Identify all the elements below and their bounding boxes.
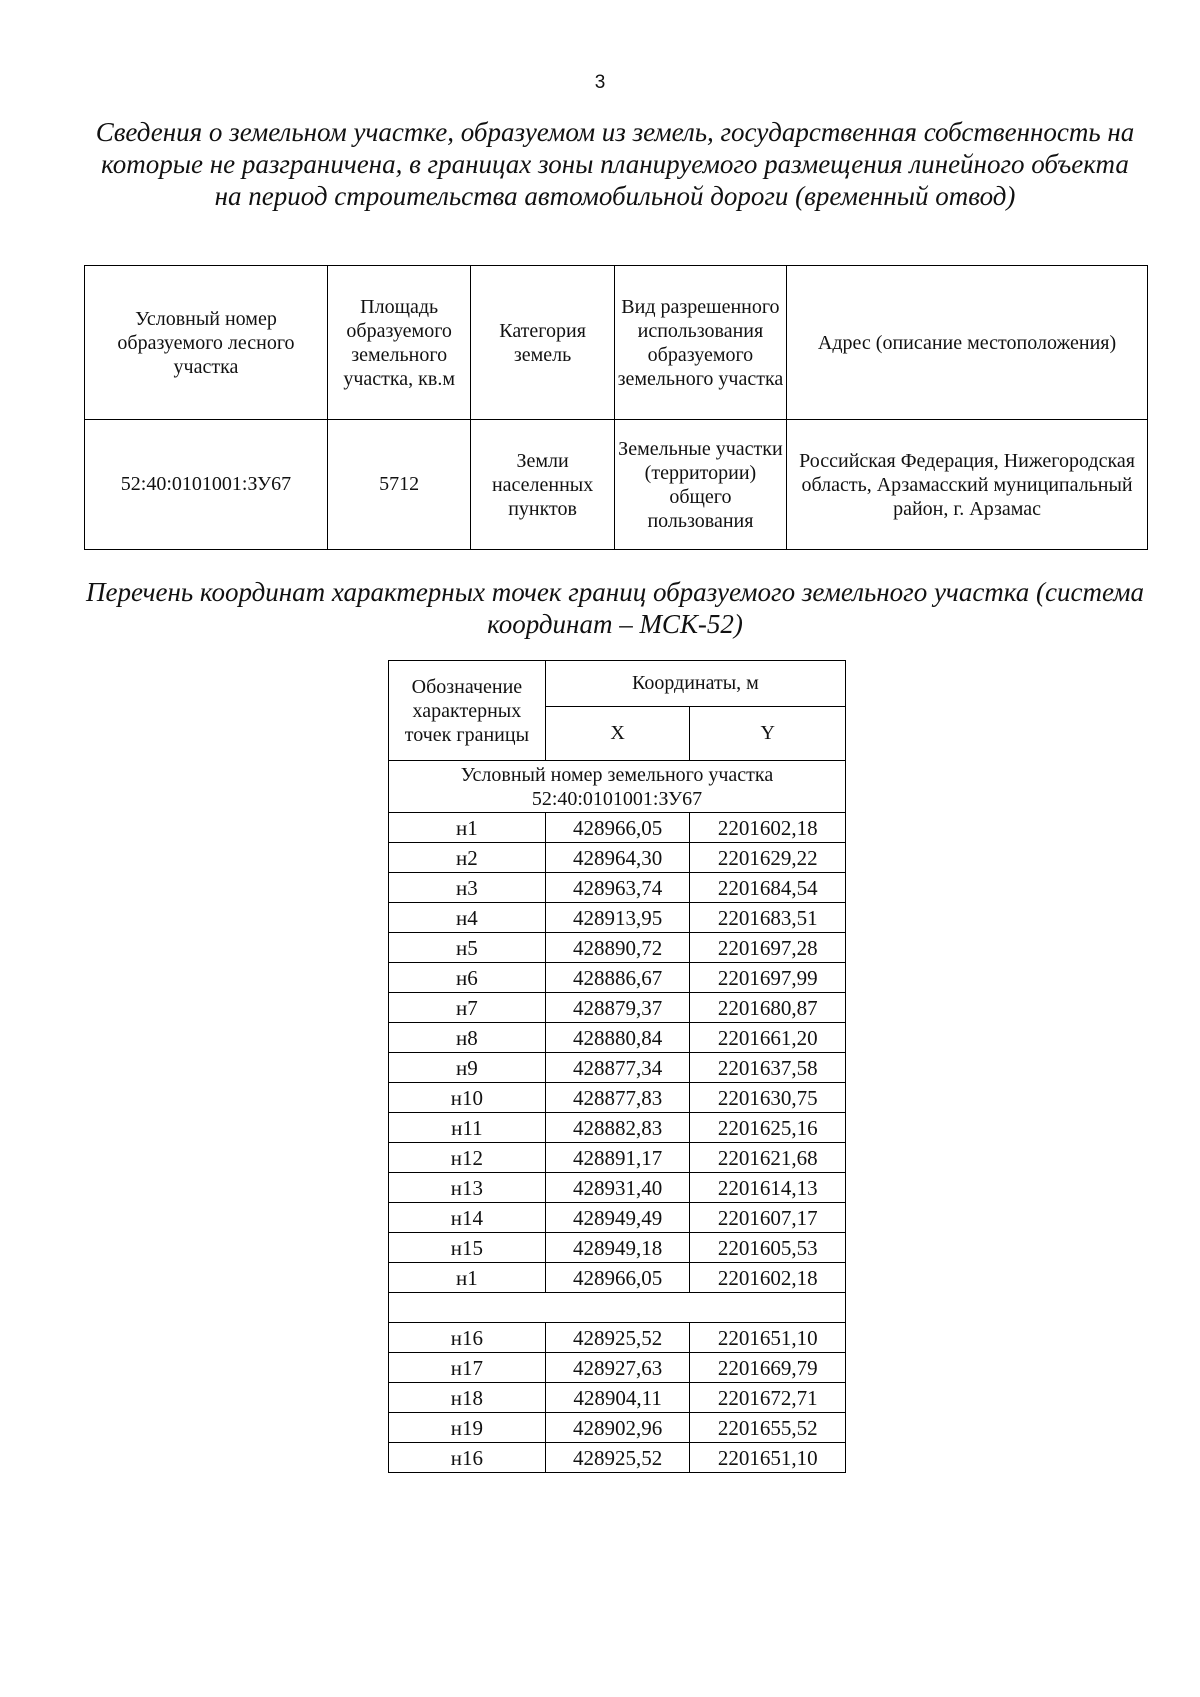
x-value: 428879,37	[545, 993, 690, 1023]
y-value: 2201697,99	[690, 963, 846, 993]
header-address: Адрес (описание местоположения)	[787, 266, 1148, 420]
plot-info-table	[84, 265, 1148, 550]
table-row	[389, 1173, 846, 1203]
x-value: 428964,30	[545, 843, 690, 873]
header-permitted-use: Вид разрешенного использования образуемого земельного участка	[614, 266, 786, 420]
x-value: 428880,84	[545, 1023, 690, 1053]
plot-label-row	[389, 761, 846, 813]
point-label: н17	[389, 1353, 546, 1383]
header-coordinates: Координаты, м	[545, 661, 845, 707]
point-label: н9	[389, 1053, 546, 1083]
y-value: 2201680,87	[690, 993, 846, 1023]
point-label: н5	[389, 933, 546, 963]
x-value: 428902,96	[545, 1413, 690, 1443]
y-value: 2201697,28	[690, 933, 846, 963]
permitted-use-value: Земельные участки (территории) общего пользования	[614, 420, 786, 550]
table-row	[389, 1323, 846, 1353]
y-value: 2201602,18	[690, 813, 846, 843]
x-value: 428949,18	[545, 1233, 690, 1263]
table-row	[389, 813, 846, 843]
land-category-value: Земли населенных пунктов	[471, 420, 614, 550]
point-label: н2	[389, 843, 546, 873]
section-title-plot-info: Сведения о земельном участке, образуемом из земель, государственная собственность на которые не разграничена, в границах зоны планируемого размещения линейного объекта на период строительства автомобильной дороги (временный отвод)	[95, 117, 1135, 211]
point-label: н10	[389, 1083, 546, 1113]
contour-2-rows	[389, 1323, 846, 1473]
point-label: н16	[389, 1323, 546, 1353]
table-row	[389, 903, 846, 933]
table-row	[389, 993, 846, 1023]
y-value: 2201625,16	[690, 1113, 846, 1143]
y-value: 2201621,68	[690, 1143, 846, 1173]
y-value: 2201684,54	[690, 873, 846, 903]
table-row	[389, 873, 846, 903]
table-row	[389, 963, 846, 993]
x-value: 428927,63	[545, 1353, 690, 1383]
table-row	[389, 933, 846, 963]
y-value: 2201607,17	[690, 1203, 846, 1233]
plot-info-header-row	[85, 266, 1148, 420]
point-label: н1	[389, 813, 546, 843]
point-label: н13	[389, 1173, 546, 1203]
x-value: 428877,83	[545, 1083, 690, 1113]
point-label: н3	[389, 873, 546, 903]
table-row	[389, 1233, 846, 1263]
x-value: 428886,67	[545, 963, 690, 993]
gap-row	[389, 1293, 846, 1323]
point-label: н6	[389, 963, 546, 993]
table-row	[389, 1353, 846, 1383]
table-row	[389, 1083, 846, 1113]
x-value: 428966,05	[545, 1263, 690, 1293]
header-land-category: Категория земель	[471, 266, 614, 420]
address-value: Российская Федерация, Нижегородская область, Арзамасский муниципальный район, г. Арзамас	[787, 420, 1148, 550]
header-plot-number: Условный номер образуемого лесного участка	[85, 266, 328, 420]
point-label: н16	[389, 1443, 546, 1473]
y-value: 2201661,20	[690, 1023, 846, 1053]
table-row	[389, 1143, 846, 1173]
section-title-coordinates: Перечень координат характерных точек границ образуемого земельного участка (система координат – МСК-52)	[85, 577, 1145, 639]
y-value: 2201629,22	[690, 843, 846, 873]
y-value: 2201637,58	[690, 1053, 846, 1083]
y-value: 2201602,18	[690, 1263, 846, 1293]
y-value: 2201630,75	[690, 1083, 846, 1113]
table-row	[389, 1383, 846, 1413]
plot-info-data-row	[85, 420, 1148, 550]
point-label: н18	[389, 1383, 546, 1413]
point-label: н4	[389, 903, 546, 933]
x-value: 428913,95	[545, 903, 690, 933]
table-row	[389, 843, 846, 873]
x-value: 428882,83	[545, 1113, 690, 1143]
header-plot-area: Площадь образуемого земельного участка, кв.м	[327, 266, 470, 420]
table-row	[389, 1023, 846, 1053]
point-label: н8	[389, 1023, 546, 1053]
x-value: 428949,49	[545, 1203, 690, 1233]
point-label: н1	[389, 1263, 546, 1293]
x-value: 428966,05	[545, 813, 690, 843]
y-value: 2201651,10	[690, 1323, 846, 1353]
y-value: 2201669,79	[690, 1353, 846, 1383]
point-label: н11	[389, 1113, 546, 1143]
x-value: 428925,52	[545, 1323, 690, 1353]
x-value: 428904,11	[545, 1383, 690, 1413]
header-points: Обозначение характерных точек границы	[389, 661, 546, 761]
point-label: н14	[389, 1203, 546, 1233]
y-value: 2201672,71	[690, 1383, 846, 1413]
page-number: 3	[594, 72, 606, 93]
point-label: н12	[389, 1143, 546, 1173]
table-row	[389, 1113, 846, 1143]
coordinates-header-row	[389, 661, 846, 707]
plot-area-value: 5712	[327, 420, 470, 550]
y-value: 2201655,52	[690, 1413, 846, 1443]
x-value: 428877,34	[545, 1053, 690, 1083]
table-row	[389, 1263, 846, 1293]
table-row	[389, 1443, 846, 1473]
header-x: X	[545, 707, 690, 761]
header-y: Y	[690, 707, 846, 761]
y-value: 2201605,53	[690, 1233, 846, 1263]
y-value: 2201683,51	[690, 903, 846, 933]
plot-label: Условный номер земельного участка 52:40:0101001:ЗУ67	[389, 761, 846, 813]
table-row	[389, 1053, 846, 1083]
x-value: 428890,72	[545, 933, 690, 963]
coordinates-table	[388, 660, 846, 1473]
point-label: н15	[389, 1233, 546, 1263]
x-value: 428891,17	[545, 1143, 690, 1173]
x-value: 428925,52	[545, 1443, 690, 1473]
y-value: 2201651,10	[690, 1443, 846, 1473]
contour-1-rows	[389, 813, 846, 1293]
x-value: 428931,40	[545, 1173, 690, 1203]
x-value: 428963,74	[545, 873, 690, 903]
plot-number-value: 52:40:0101001:ЗУ67	[85, 420, 328, 550]
table-row	[389, 1203, 846, 1233]
point-label: н7	[389, 993, 546, 1023]
contour-gap	[389, 1293, 846, 1323]
point-label: н19	[389, 1413, 546, 1443]
y-value: 2201614,13	[690, 1173, 846, 1203]
gap-cell	[389, 1293, 846, 1323]
table-row	[389, 1413, 846, 1443]
